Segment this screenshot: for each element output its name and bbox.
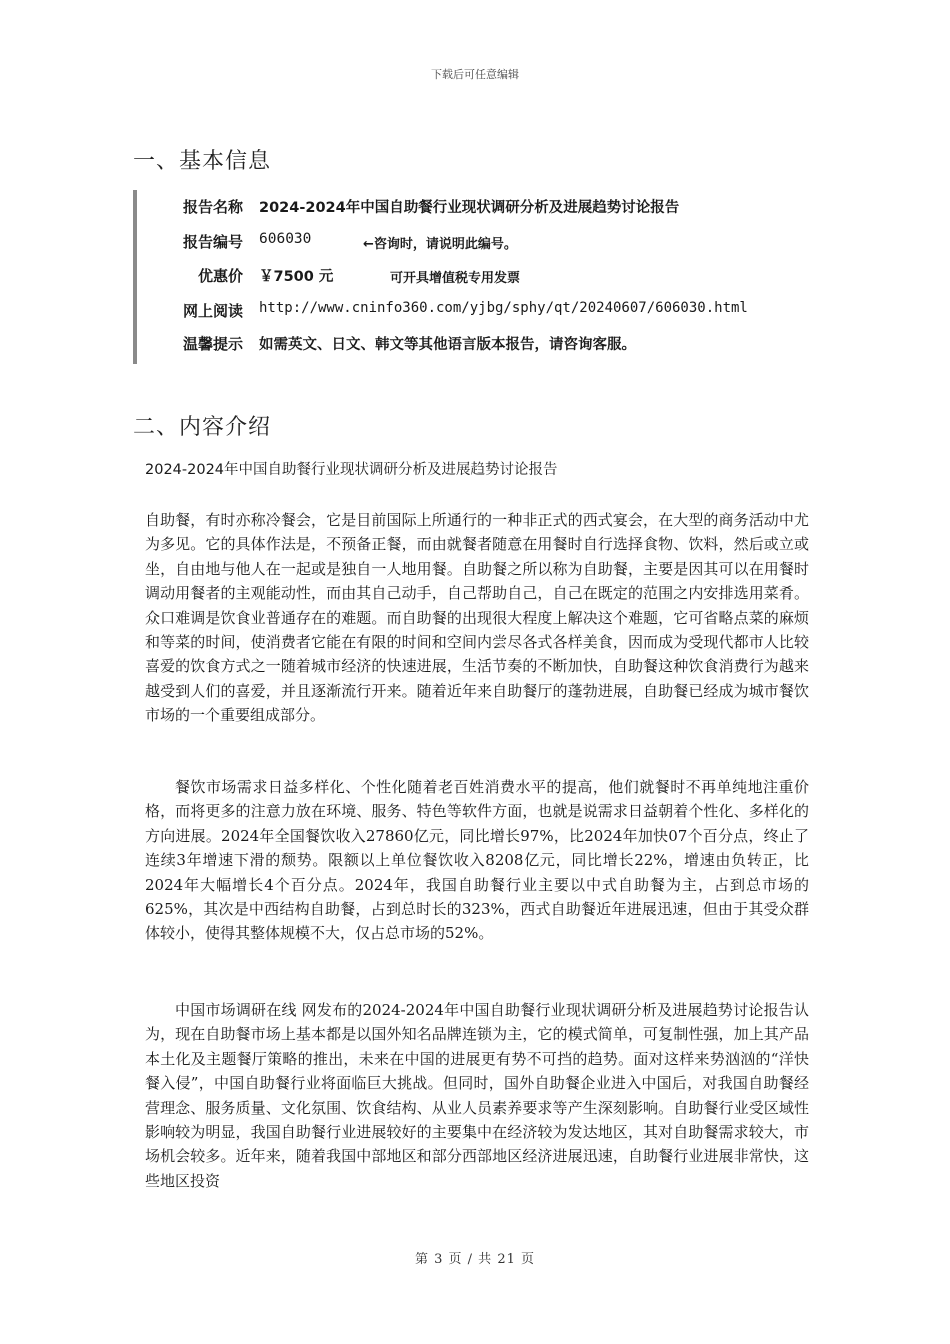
paragraph-3: 中国市场调研在线 网发布的2024-2024年中国自助餐行业现状调研分析及进展趋势讨论报告认为，现在自助餐市场上基本都是以国外知名品牌连锁为主，它的模式简单，可复制性强，加上其产品本土化及主题餐厅策略的推出，未来在中国的进展更有势不可挡的趋势。面对这样来势汹汹的“洋快餐入侵”，中国自助餐行业将面临巨大挑战。但同时，国外自助餐企业进入中国后，对我国自助餐经营理念、服务质量、文化氛围、饮食结构、从业人员素养要求等产生深刻影响。自助餐行业受区域性影响较为明显，我国自助餐行业进展较好的主要集中在经济较为发达地区，其对自助餐需求较大，市场机会较多。近年来，随着我国中部地区和部分西部地区经济进展迅速，自助餐行业进展非常快，这些地区投资 xyxy=(145,1001,809,1190)
paragraph-2: 餐饮市场需求日益多样化、个性化随着老百姓消费水平的提高，他们就餐时不再单纯地注重价格，而将更多的注意力放在环境、服务、特色等软件方面，也就是说需求日益朝着个性化、多样化的方向进展。2024年全国餐饮收入27860亿元，同比增长97%，比2024年加快07个百分点，终止了连续3年增速下滑的颓势。限额以上单位餐饮收入8208亿元，同比增长22%，增速由负转正，比2024年大幅增长4个百分点。2024年，我国自助餐行业主要以中式自助餐为主，占到总市场的625%，其次是中西结构自助餐，占到总时长的323%，西式自助餐近年进展迅速，但由于其受众群体较小，使得其整体规模不大，仅占总市场的52%。 xyxy=(145,778,809,943)
section-title-basic-info: 一、基本信息 xyxy=(133,149,272,174)
page-footer: 第 3 页 / 共 21 页 xyxy=(415,1252,535,1267)
tip-value: 如需英文、日文、韩文等其他语言版本报告，请咨询客服。 xyxy=(259,337,636,353)
report-id-note: ←咨询时，请说明此编号。 xyxy=(363,237,517,252)
report-name-label: 报告名称 xyxy=(182,198,243,216)
paragraph-1: 自助餐，有时亦称冷餐会，它是目前国际上所通行的一种非正式的西式宴会，在大型的商务活动中尤为多见。它的具体作法是，不预备正餐，而由就餐者随意在用餐时自行选择食物、饮料，然后或立或坐，自由地与他人在一起或是独自一人地用餐。自助餐之所以称为自助餐，主要是因其可以在用餐时调动用餐者的主观能动性，而由其自己动手，自己帮助自己，自己在既定的范围之内安排选用菜肴。众口难调是饮食业普通存在的难题。而自助餐的出现很大程度上解决这个难题，它可省略点菜的麻烦和等菜的时间，使消费者它能在有限的时间和空间内尝尽各式各样美食，因而成为受现代都市人比较喜爱的饮食方式之一随着城市经济的快速进展，生活节奏的不断加快，自助餐这种饮食消费行为越来越受到人们的喜爱，并且逐渐流行开来。随着近年来自助餐厅的蓬勃进展，自助餐已经成为城市餐饮市场的一个重要组成部分。 xyxy=(145,511,809,725)
price-value: ￥7500 元 xyxy=(259,269,334,285)
report-title: 2024-2024年中国自助餐行业现状调研分析及进展趋势讨论报告 xyxy=(145,462,558,478)
page-header-note: 下载后可任意编辑 xyxy=(431,68,519,81)
online-url-link[interactable]: http://www.cninfo360.com/yjbg/sphy/qt/20240607/606030.html xyxy=(259,300,748,316)
price-note: 可开具增值税专用发票 xyxy=(390,271,521,286)
section-title-content-intro: 二、内容介绍 xyxy=(133,415,272,440)
report-name-value: 2024-2024年中国自助餐行业现状调研分析及进展趋势讨论报告 xyxy=(259,200,680,216)
tip-label: 温馨提示 xyxy=(182,335,243,353)
basic-info-block xyxy=(133,190,797,364)
online-label: 网上阅读 xyxy=(182,302,243,320)
price-label: 优惠价 xyxy=(197,267,243,285)
report-id-label: 报告编号 xyxy=(182,233,243,251)
report-id-value: 606030 xyxy=(259,231,312,247)
